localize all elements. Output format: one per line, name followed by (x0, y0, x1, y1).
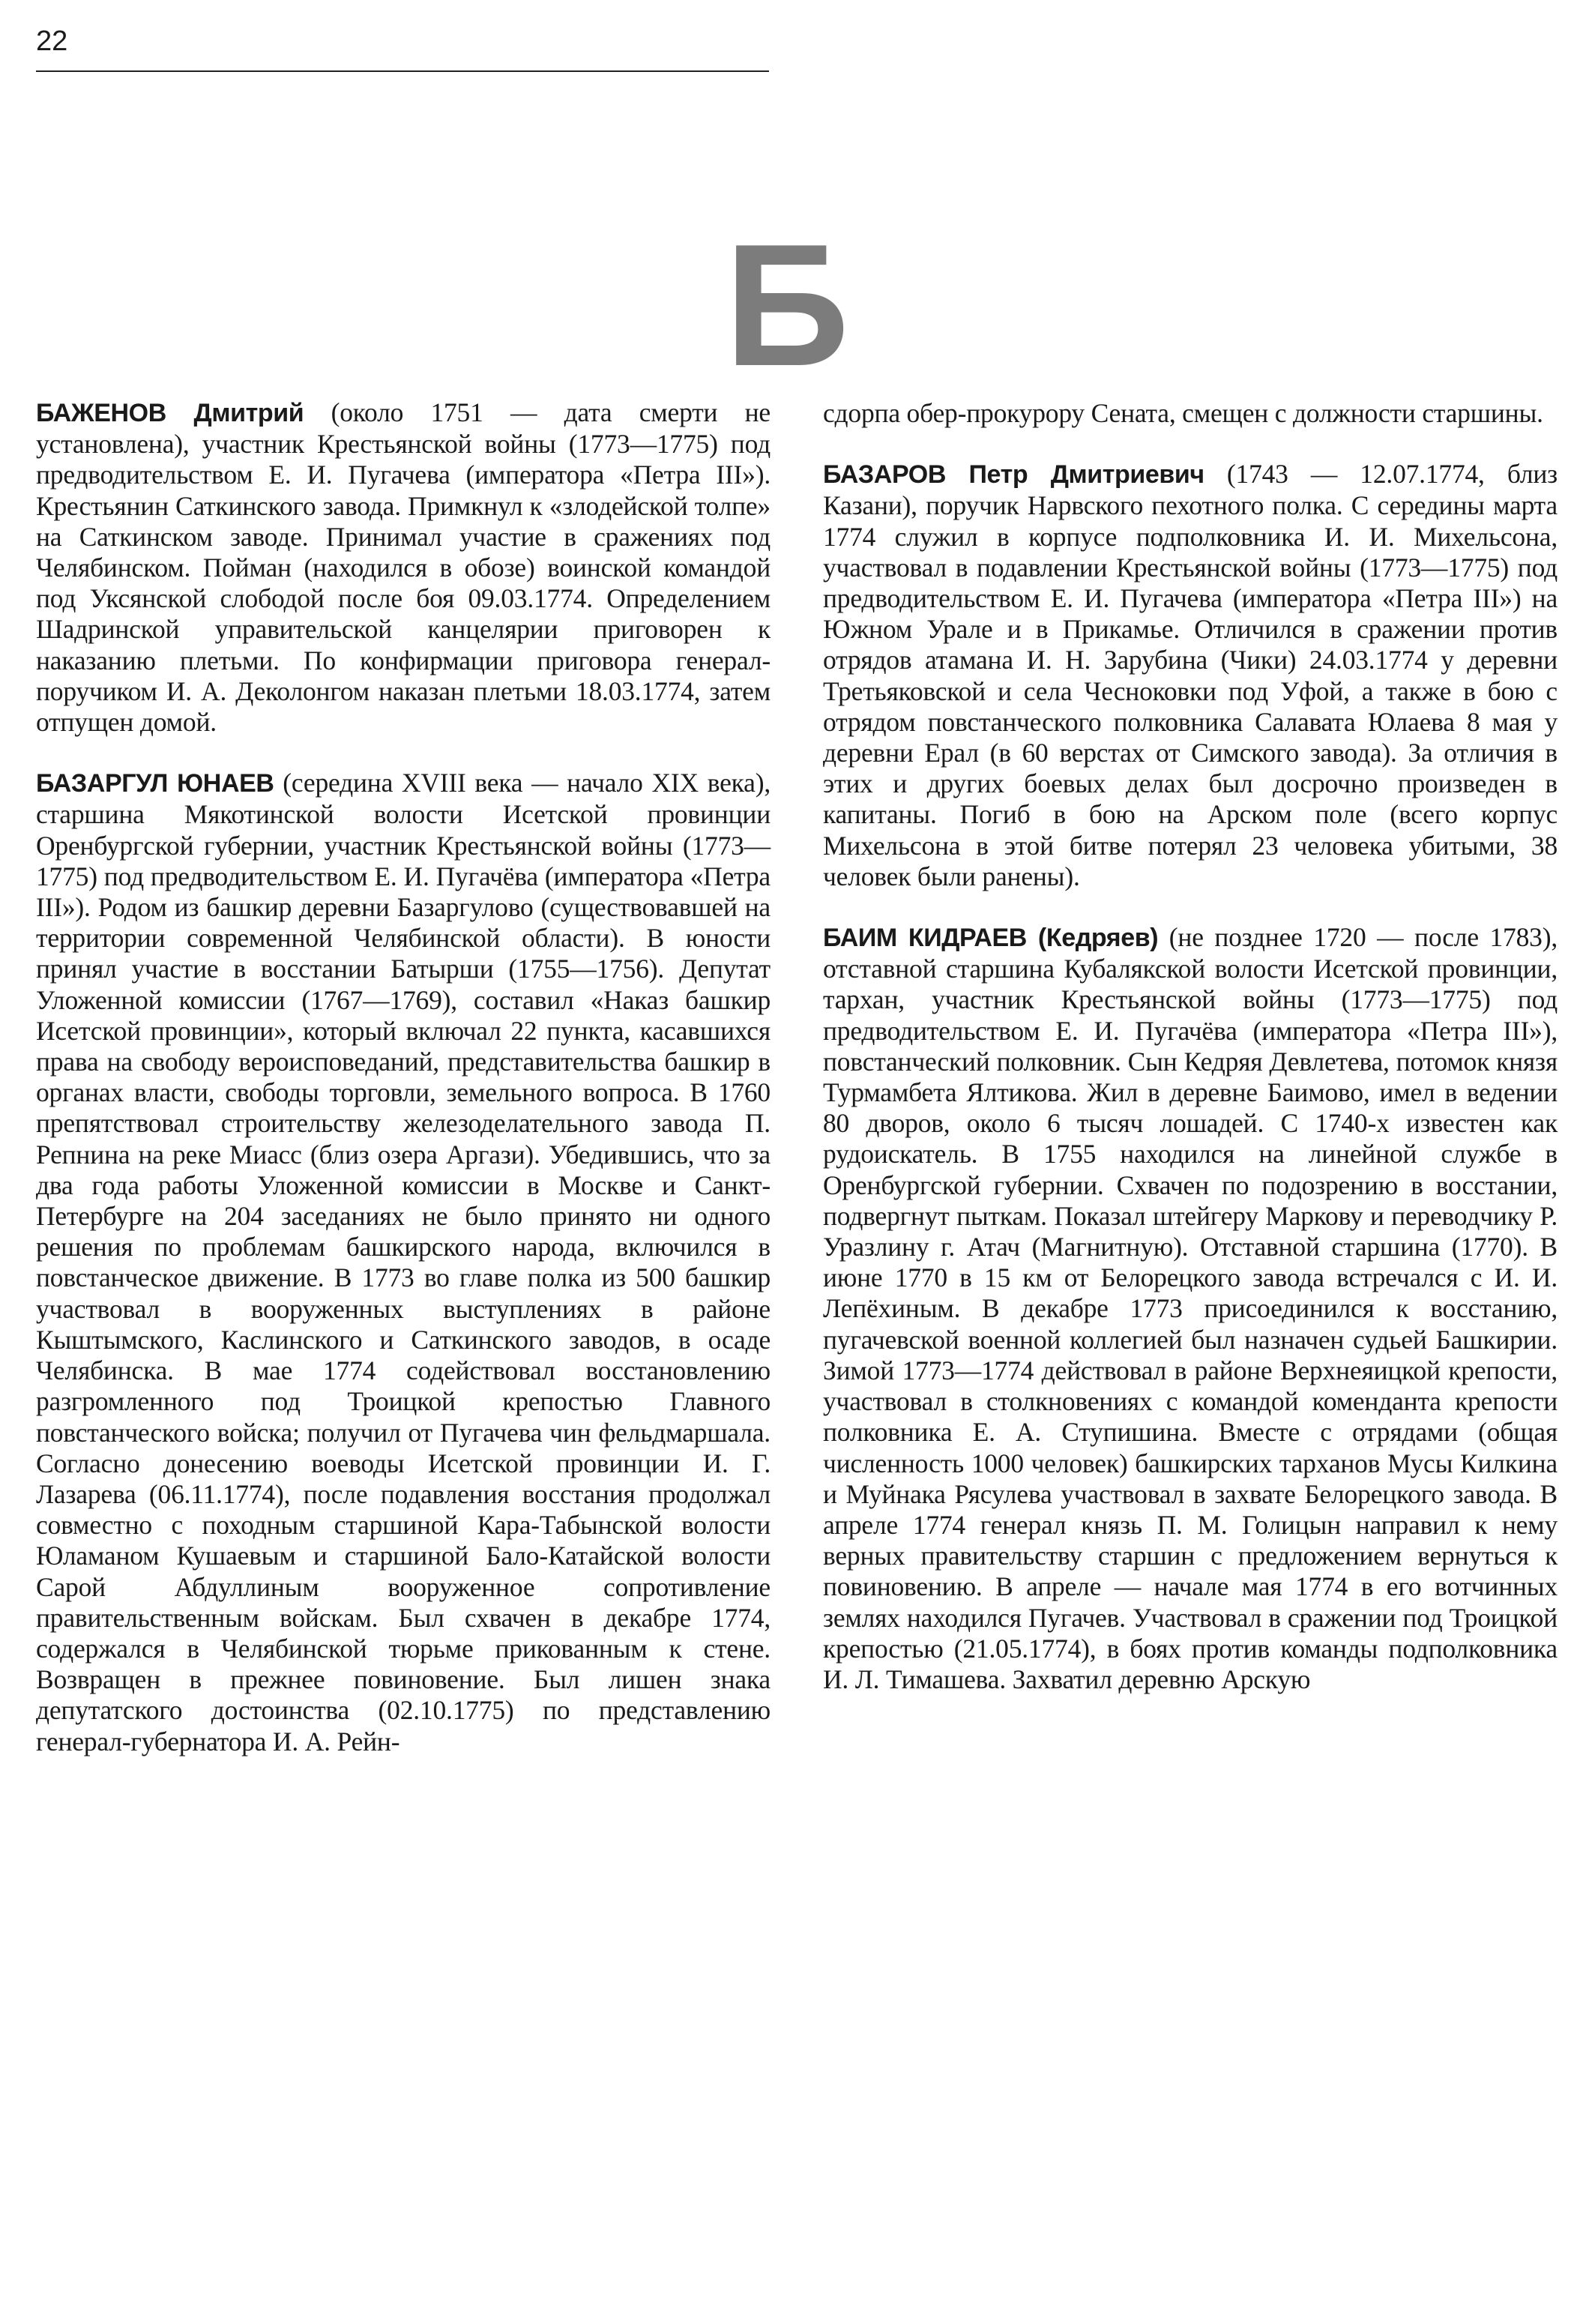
entry-name: БАИМ КИДРАЕВ (Кедряев) (823, 924, 1159, 953)
right-column (823, 398, 1558, 1695)
entry-name: БАЗАРГУЛ ЮНАЕВ (36, 769, 274, 798)
left-column (36, 397, 771, 1757)
header-rule (36, 70, 769, 72)
entry-bazhenov (36, 397, 771, 738)
section-letter: Б (724, 208, 850, 403)
entry-name: БАЖЕНОВ Дмитрий (36, 399, 304, 427)
entry-name: БАЗАРОВ Петр Дмитриевич (823, 460, 1204, 490)
entry-text: (середина XVIII века — начало XIX века), старшина Мякотинской волости Исетской провинции Оренбургской губернии, участник Крестьянской войны (1773—1775) под предводительством Е. И. Пугачёва (императора «Петра III»). Родом из башкир деревни Базаргулово (существовавшей на территории современной Челябинской области). В юности принял участие в восстании Батырши (1755—1756). Депутат Уложенной комиссии (1767—1769), составил «Наказ башкир Исетской провинции», который включал 22 пункта, касавшихся права на свободу вероисповеданий, представительства башкир в органах власти, свободы торговли, земельного вопроса. В 1760 препятствовал строительству железоделательного завода П. Репнина на реке Миасс (близ озера Аргази). Убедившись, что за два года работы Уложенной комиссии в Москве и Санкт-Петербурге на 204 заседаниях не было принято ни одного решения по проблемам башкирского народа, включился в повстанческое движение. В 1773 во главе полка из 500 башкир участвовал в вооруженных выступлениях в районе Кыштымского, Каслинского и Саткинского заводов, в осаде Челябинска. В мае 1774 содействовал восстановлению разгромленного под Троицкой крепостью Главного повстанческого войска; получил от Пугачева чин фельдмаршала. Согласно донесению воеводы Исетской провинции И. Г. Лазарева (06.11.1774), после подавления восстания продолжал совместно с походным старшиной Кара-Табынской волости Юламаном Кушаевым и старшиной Бало-Катайской волости Сарой Абдуллиным вооруженное сопротивление правительственным войскам. Был схвачен в декабре 1774, содержался в Челябинской тюрьме прикованным к стене. Возвращен в прежнее повиновение. Был лишен знака депутатского достоинства (02.10.1775) по представлению генерал-губернатора И. А. Рейн- (36, 768, 771, 1756)
entry-bazargul-yunaev (36, 768, 771, 1757)
entry-text: (около 1751 — дата смерти не установлена), участник Крестьянской войны (1773—1775) под предводительством Е. И. Пугачева (императора «Петра III»). Крестьянин Саткинского завода. Примкнул к «злодейской толпе» на Саткинском заводе. Принимал участие в сражениях под Челябинском. Пойман (находился в обозе) воинской командой под Уксянской слободой после боя 09.03.1774. Определением Шадринской управительской канцелярии приговорен к наказанию плетьми. По конфирмации приговора генерал-поручиком И. А. Деколонгом наказан плетьми 18.03.1774, затем отпущен домой. (36, 397, 771, 738)
entry-baim-kidraev (823, 922, 1558, 1695)
entry-text: сдорпа обер-прокурору Сената, смещен с должности старшины. (823, 398, 1543, 428)
entry-continuation (823, 398, 1558, 429)
page-number: 22 (36, 25, 68, 57)
entry-text: (не позднее 1720 — после 1783), отставной старшина Кубалякской волости Исетской провинции, тархан, участник Крестьянской войны (1773—1775) под предводительством Е. И. Пугачёва (императора «Петра III»), повстанческий полковник. Сын Кедряя Девлетева, потомок князя Турмамбета Ялтикова. Жил в деревне Баимово, имел в ведении 80 дворов, около 6 тысяч лошадей. С 1740-х известен как рудоискатель. В 1755 находился на линейной службе в Оренбургской губернии. Схвачен по подозрению в восстании, подвергнут пыткам. Показал штейгеру Маркову и переводчику Р. Уразлину г. Атач (Магнитную). Отставной старшина (1770). В июне 1770 в 15 км от Белорецкого завода встречался с И. И. Лепёхиным. В декабре 1773 присоединился к восстанию, пугачевской военной коллегией был назначен судьей Башкирии. Зимой 1773—1774 действовал в районе Верхнеяицкой крепости, участвовал в столкновениях с командой коменданта крепости полковника Е. А. Ступишина. Вместе с отрядами (общая численность 1000 человек) башкирских тарханов Мусы Килкина и Муйнака Рясулева участвовал в захвате Белорецкого завода. В апреле 1774 генерал князь П. М. Голицын направил к нему верных правительству старшин с предложением вернуться к повиновению. В апреле — начале мая 1774 в его вотчинных землях находился Пугачев. Участвовал в сражении под Троицкой крепостью (21.05.1774), в боях против команды подполковника И. Л. Тимашева. Захватил деревню Арскую (823, 922, 1558, 1694)
entry-bazarov (823, 459, 1558, 892)
entry-text: (1743 — 12.07.1774, близ Казани), поручик Нарвского пехотного полка. С середины марта 1774 служил в корпусе подполковника И. И. Михельсона, участвовал в подавлении Крестьянской войны (1773—1775) под предводительством Е. И. Пугачева (императора «Петра III») на Южном Урале и в Прикамье. Отличился в сражении против отрядов атамана И. Н. Зарубина (Чики) 24.03.1774 у деревни Третьяковской и села Чесноковки под Уфой, а также в бою с отрядом повстанческого полковника Салавата Юлаева 8 мая у деревни Ерал (в 60 верстах от Симского завода). За отличия в этих и других боевых делах был досрочно произведен в капитаны. Погиб в бою на Арском поле (всего корпус Михельсона в этой битве потерял 23 человека убитыми, 38 человек были ранены). (823, 459, 1558, 891)
